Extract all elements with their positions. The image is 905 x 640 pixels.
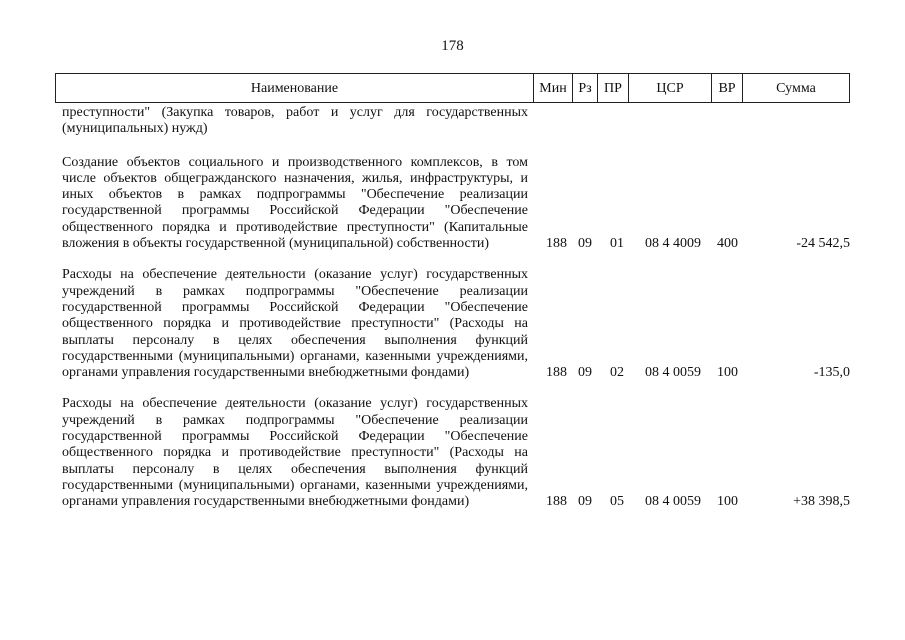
column-header-rz: Рз (572, 74, 597, 102)
row-sum: -135,0 (813, 365, 850, 381)
column-header-min: Мин (533, 74, 572, 102)
row-name: Расходы на обеспечение деятельности (оказание услуг) государственных учреждений в рамках подпрограммы "Обеспечение реализации государственной программы Российской Федерации "Обеспечение общественного порядка и противодействие преступности" (Расходы на выплаты персоналу в целях обеспечения выполнения функций государственными (муниципальными) органами, казенными учреждениями, органами управления государственными внебюджетными фондами) (62, 396, 528, 510)
row-csr: 08 4 0059 (645, 365, 701, 381)
row-vr: 400 (717, 236, 738, 252)
row-name: преступности" (Закупка товаров, работ и услуг для государственных (муниципальных) нужд) (62, 105, 528, 137)
row-csr: 08 4 0059 (645, 494, 701, 510)
row-sum: -24 542,5 (796, 236, 850, 252)
row-vr: 100 (717, 494, 738, 510)
column-header-csr: ЦСР (628, 74, 711, 102)
row-min: 188 (546, 365, 567, 381)
row-csr: 08 4 4009 (645, 236, 701, 252)
table-header (55, 73, 850, 103)
row-pr: 01 (610, 236, 624, 252)
column-header-vr: ВР (711, 74, 742, 102)
table-row (62, 155, 852, 253)
row-name: Расходы на обеспечение деятельности (оказание услуг) государственных учреждений в рамках подпрограммы "Обеспечение реализации государственной программы Российской Федерации "Обеспечение общественного порядка и противодействие преступности" (Расходы на выплаты персоналу в целях обеспечения выполнения функций государственными (муниципальными) органами, казенными учреждениями, органами управления государственными внебюджетными фондами) (62, 267, 528, 381)
table-body (62, 105, 852, 526)
row-rz: 09 (578, 494, 592, 510)
row-min: 188 (546, 236, 567, 252)
row-rz: 09 (578, 365, 592, 381)
column-header-sum: Сумма (742, 74, 849, 102)
column-header-name: Наименование (250, 81, 339, 96)
column-header-pr: ПР (597, 74, 628, 102)
page-number: 178 (441, 38, 464, 54)
row-min: 188 (546, 494, 567, 510)
row-pr: 05 (610, 494, 624, 510)
row-name: Создание объектов социального и производственного комплексов, в том числе объектов общегражданского назначения, жилья, инфраструктуры, и иных объектов в рамках подпрограммы "Обеспечение реализации государственной программы Российской Федерации "Обеспечение общественного порядка и противодействие преступности" (Капитальные вложения в объекты государственной (муниципальной) собственности) (62, 154, 528, 252)
table-row (62, 105, 852, 138)
table-row (62, 396, 852, 510)
row-vr: 100 (717, 365, 738, 381)
row-rz: 09 (578, 236, 592, 252)
row-pr: 02 (610, 365, 624, 381)
table-row (62, 267, 852, 381)
row-sum: +38 398,5 (793, 494, 850, 510)
